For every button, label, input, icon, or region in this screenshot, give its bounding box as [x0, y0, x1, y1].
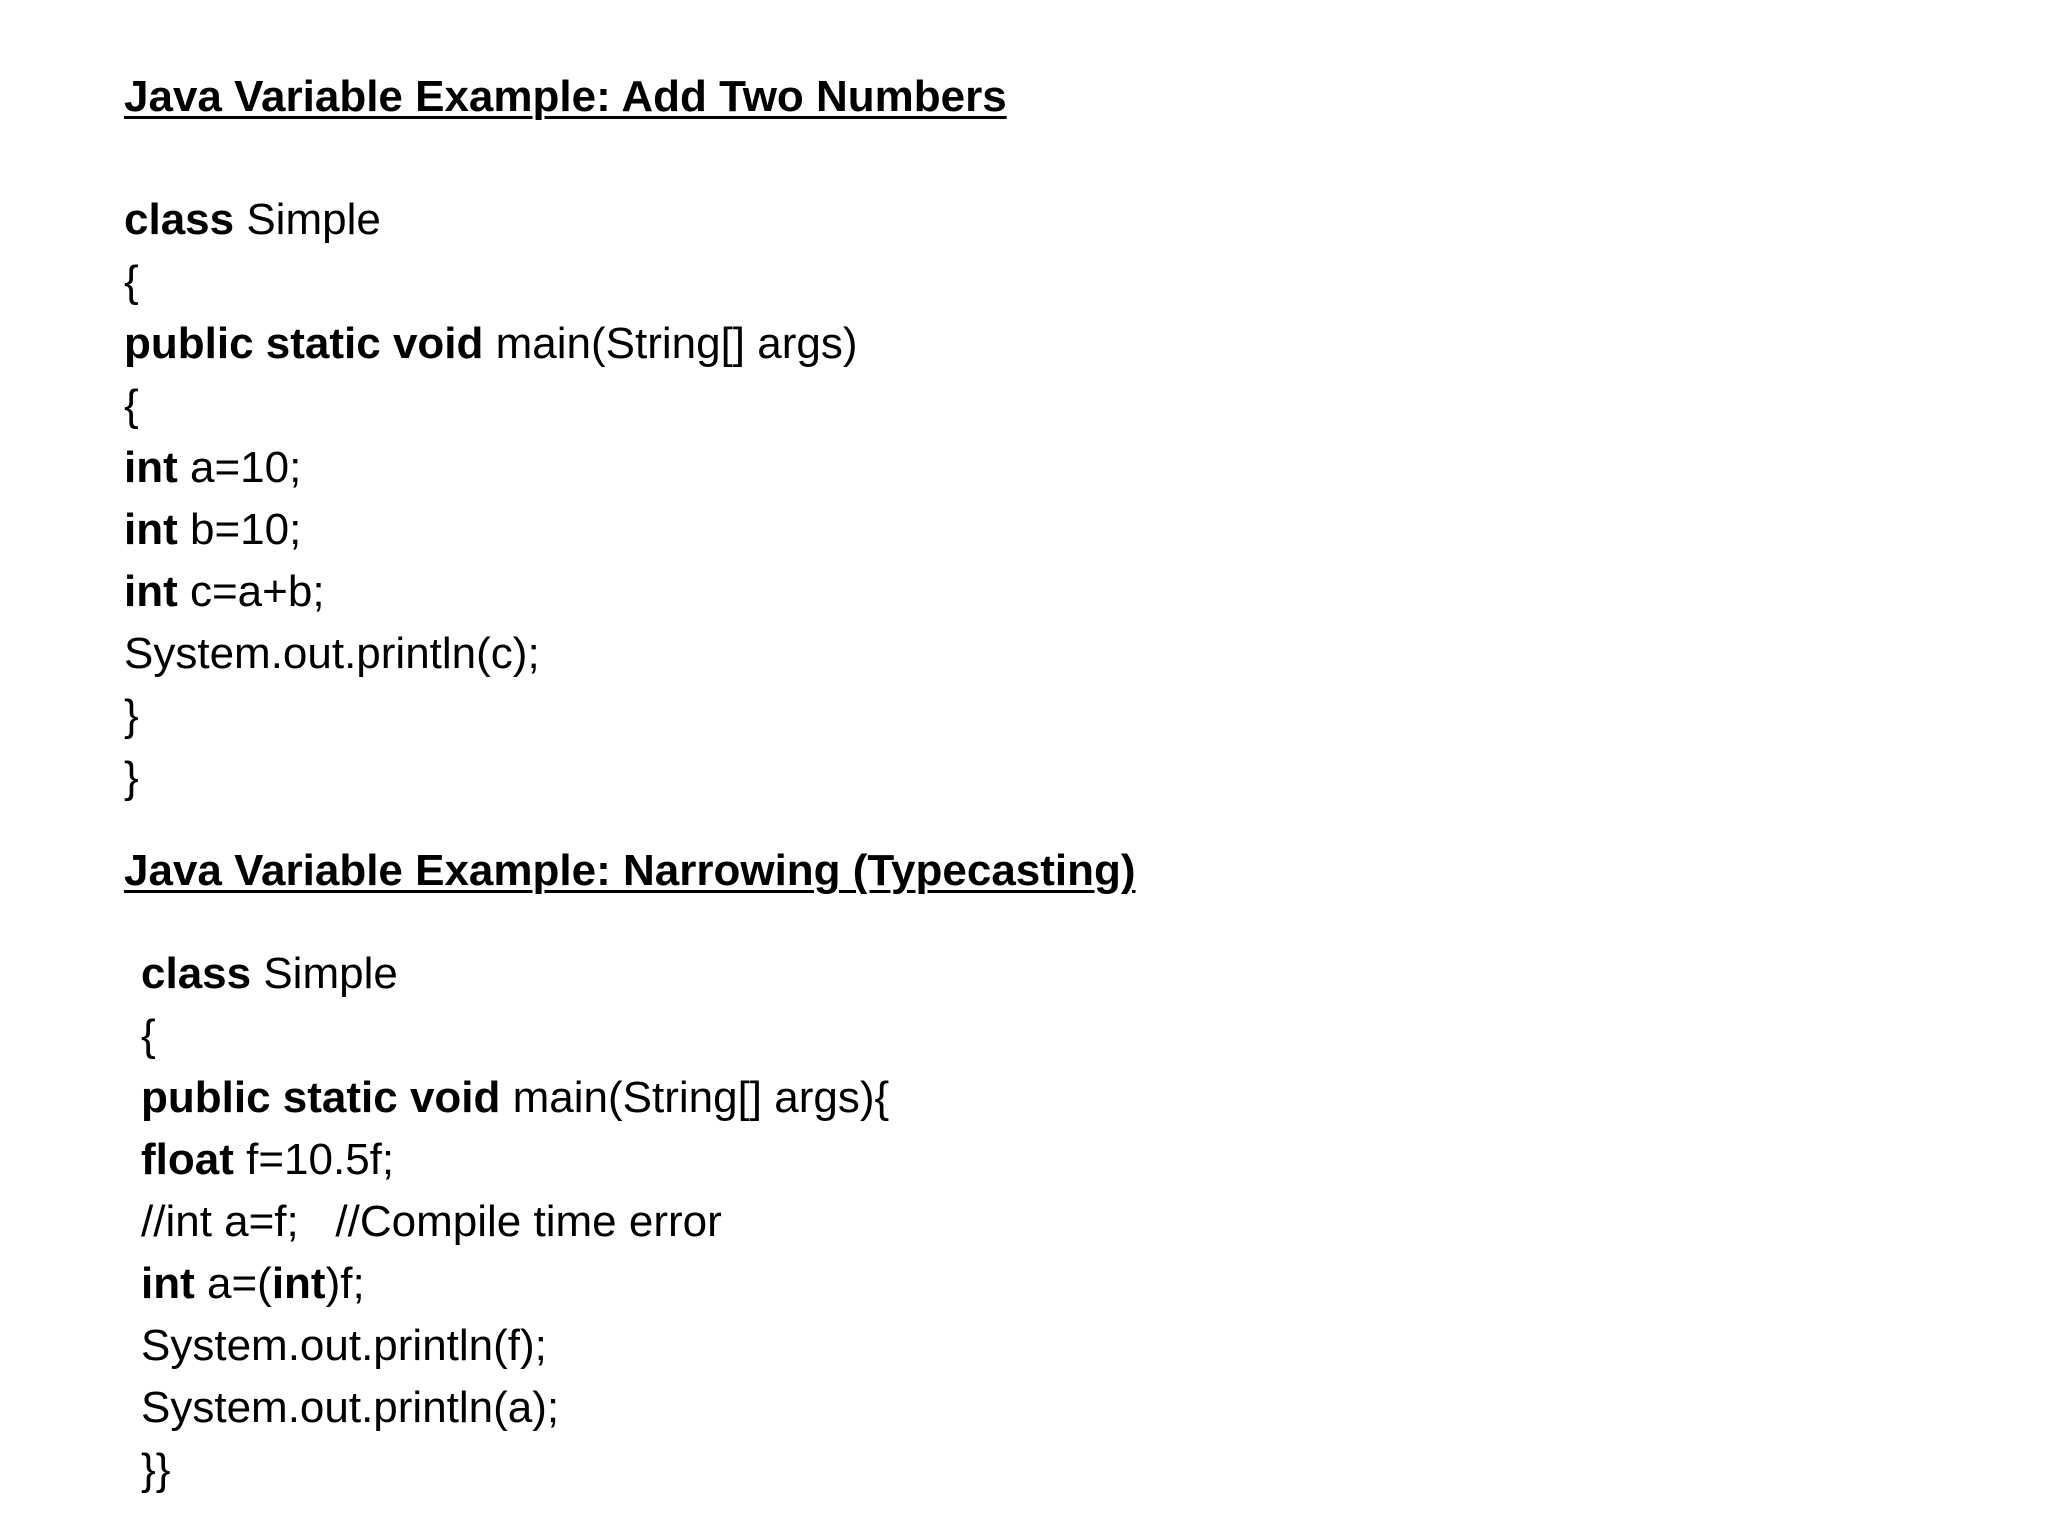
- code-line: [141, 943, 889, 1005]
- code-keyword: int: [271, 1259, 326, 1308]
- code-text: b=10;: [177, 505, 302, 554]
- code-keyword: int: [141, 1259, 195, 1308]
- code-text: }}: [141, 1445, 171, 1494]
- section-heading-add-two-numbers: Java Variable Example: Add Two Numbers: [124, 72, 1007, 121]
- code-text: System.out.println(a);: [141, 1383, 560, 1432]
- code-line: [124, 189, 858, 251]
- code-line: [124, 623, 858, 685]
- code-line: [124, 437, 858, 499]
- code-text: )f;: [325, 1259, 365, 1308]
- code-text: main(String[] args): [483, 319, 858, 368]
- code-line: [124, 561, 858, 623]
- code-line: [141, 1439, 889, 1501]
- code-line: [124, 747, 858, 809]
- code-line: [124, 313, 858, 375]
- code-keyword: int: [124, 505, 178, 554]
- code-text: f=10.5f;: [233, 1135, 395, 1184]
- code-text: }: [124, 691, 139, 740]
- code-text: //int a=f; //Compile time error: [141, 1197, 722, 1246]
- code-line: [141, 1377, 889, 1439]
- code-block-narrowing: [141, 943, 889, 1501]
- code-text: System.out.println(f);: [141, 1321, 547, 1370]
- code-block-add-two-numbers: [124, 189, 858, 809]
- code-line: [124, 251, 858, 313]
- code-text: Simple: [234, 195, 381, 244]
- code-text: a=10;: [177, 443, 302, 492]
- code-keyword: class: [141, 949, 252, 998]
- code-text: {: [124, 257, 139, 306]
- code-keyword: public static void: [124, 319, 484, 368]
- code-line: [141, 1253, 889, 1315]
- code-text: {: [124, 381, 139, 430]
- code-line: [141, 1067, 889, 1129]
- code-line: [141, 1005, 889, 1067]
- code-line: [141, 1191, 889, 1253]
- code-text: a=(: [194, 1259, 272, 1308]
- code-line: [141, 1315, 889, 1377]
- code-keyword: class: [124, 195, 235, 244]
- code-text: c=a+b;: [177, 567, 325, 616]
- code-line: [124, 375, 858, 437]
- section-heading-narrowing: Java Variable Example: Narrowing (Typecasting): [124, 846, 1136, 895]
- code-keyword: int: [124, 443, 178, 492]
- code-text: }: [124, 753, 139, 802]
- code-keyword: public static void: [141, 1073, 501, 1122]
- code-text: Simple: [251, 949, 398, 998]
- code-line: [141, 1129, 889, 1191]
- code-keyword: float: [141, 1135, 234, 1184]
- code-keyword: int: [124, 567, 178, 616]
- code-text: System.out.println(c);: [124, 629, 540, 678]
- code-text: {: [141, 1011, 156, 1060]
- code-line: [124, 499, 858, 561]
- code-text: main(String[] args){: [500, 1073, 890, 1122]
- code-line: [124, 685, 858, 747]
